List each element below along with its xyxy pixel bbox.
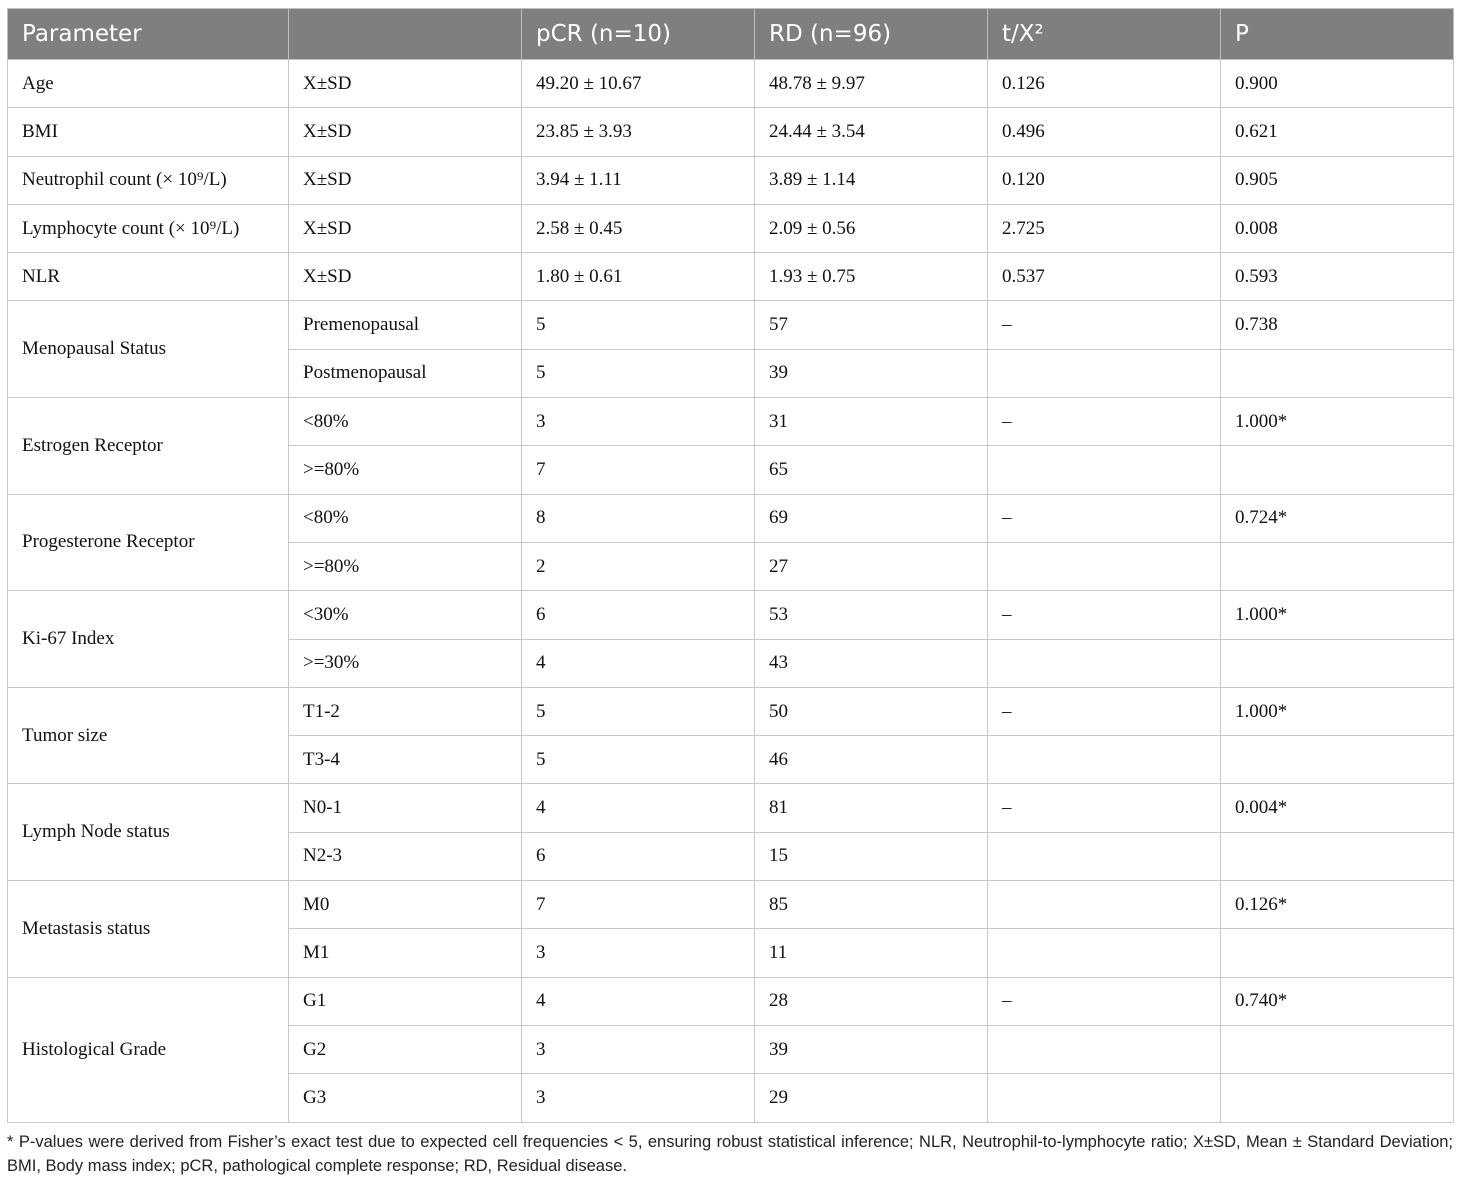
p-value-cell <box>1221 446 1454 494</box>
results-table <box>7 8 1454 1123</box>
rd-cell: 57 <box>755 301 988 349</box>
parameter-cell: Histological Grade <box>8 977 289 1122</box>
parameter-cell: Ki-67 Index <box>8 591 289 688</box>
subcategory-cell: >=80% <box>289 542 522 590</box>
test-statistic-cell <box>988 832 1221 880</box>
test-statistic-cell: – <box>988 784 1221 832</box>
subcategory-cell: <80% <box>289 494 522 542</box>
rd-cell: 53 <box>755 591 988 639</box>
p-value-cell: 0.900 <box>1221 60 1454 108</box>
subcategory-cell: X±SD <box>289 108 522 156</box>
rd-cell: 48.78 ± 9.97 <box>755 60 988 108</box>
rd-cell: 27 <box>755 542 988 590</box>
pcr-cell: 6 <box>522 832 755 880</box>
subcategory-cell: X±SD <box>289 156 522 204</box>
rd-cell: 85 <box>755 881 988 929</box>
subcategory-cell: G2 <box>289 1025 522 1073</box>
rd-cell: 39 <box>755 1025 988 1073</box>
subcategory-cell: Postmenopausal <box>289 349 522 397</box>
table-row <box>8 881 1454 929</box>
test-statistic-cell: 0.537 <box>988 253 1221 301</box>
p-value-cell: 0.004* <box>1221 784 1454 832</box>
p-value-cell <box>1221 832 1454 880</box>
p-value-cell: 0.126* <box>1221 881 1454 929</box>
rd-cell: 1.93 ± 0.75 <box>755 253 988 301</box>
table-row <box>8 156 1454 204</box>
table-row <box>8 398 1454 446</box>
parameter-cell: Tumor size <box>8 687 289 784</box>
rd-cell: 29 <box>755 1074 988 1122</box>
pcr-cell: 2.58 ± 0.45 <box>522 204 755 252</box>
header-p-value: P <box>1221 9 1454 60</box>
subcategory-cell: X±SD <box>289 60 522 108</box>
rd-cell: 69 <box>755 494 988 542</box>
rd-cell: 24.44 ± 3.54 <box>755 108 988 156</box>
test-statistic-cell <box>988 542 1221 590</box>
parameter-cell: Lymph Node status <box>8 784 289 881</box>
parameter-cell: Progesterone Receptor <box>8 494 289 591</box>
table-row <box>8 494 1454 542</box>
pcr-cell: 1.80 ± 0.61 <box>522 253 755 301</box>
subcategory-cell: M0 <box>289 881 522 929</box>
table-row <box>8 204 1454 252</box>
subcategory-cell: G3 <box>289 1074 522 1122</box>
pcr-cell: 3 <box>522 398 755 446</box>
pcr-cell: 5 <box>522 301 755 349</box>
test-statistic-cell: – <box>988 301 1221 349</box>
pcr-cell: 8 <box>522 494 755 542</box>
test-statistic-cell <box>988 1074 1221 1122</box>
subcategory-cell: T3-4 <box>289 736 522 784</box>
test-statistic-cell <box>988 929 1221 977</box>
pcr-cell: 3 <box>522 1025 755 1073</box>
header-subcategory <box>289 9 522 60</box>
pcr-cell: 5 <box>522 687 755 735</box>
p-value-cell <box>1221 542 1454 590</box>
test-statistic-cell <box>988 881 1221 929</box>
parameter-cell: NLR <box>8 253 289 301</box>
parameter-cell: Estrogen Receptor <box>8 398 289 495</box>
header-test-statistic: t/X² <box>988 9 1221 60</box>
pcr-cell: 4 <box>522 977 755 1025</box>
p-value-cell <box>1221 639 1454 687</box>
table-row <box>8 108 1454 156</box>
test-statistic-cell: – <box>988 687 1221 735</box>
rd-cell: 50 <box>755 687 988 735</box>
p-value-cell: 0.738 <box>1221 301 1454 349</box>
table-row <box>8 784 1454 832</box>
p-value-cell <box>1221 736 1454 784</box>
p-value-cell: 0.621 <box>1221 108 1454 156</box>
parameter-cell: BMI <box>8 108 289 156</box>
pcr-cell: 7 <box>522 881 755 929</box>
table-body <box>8 60 1454 1123</box>
test-statistic-cell: 0.126 <box>988 60 1221 108</box>
header-rd: RD (n=96) <box>755 9 988 60</box>
pcr-cell: 7 <box>522 446 755 494</box>
table-row <box>8 301 1454 349</box>
p-value-cell: 0.593 <box>1221 253 1454 301</box>
p-value-cell <box>1221 1074 1454 1122</box>
test-statistic-cell <box>988 736 1221 784</box>
subcategory-cell: M1 <box>289 929 522 977</box>
p-value-cell: 0.905 <box>1221 156 1454 204</box>
test-statistic-cell: – <box>988 494 1221 542</box>
pcr-cell: 3.94 ± 1.11 <box>522 156 755 204</box>
rd-cell: 2.09 ± 0.56 <box>755 204 988 252</box>
test-statistic-cell: – <box>988 591 1221 639</box>
subcategory-cell: G1 <box>289 977 522 1025</box>
pcr-cell: 4 <box>522 639 755 687</box>
pcr-cell: 2 <box>522 542 755 590</box>
header-parameter: Parameter <box>8 9 289 60</box>
results-table-container <box>7 8 1453 1123</box>
subcategory-cell: <30% <box>289 591 522 639</box>
pcr-cell: 4 <box>522 784 755 832</box>
test-statistic-cell <box>988 639 1221 687</box>
table-row <box>8 687 1454 735</box>
pcr-cell: 3 <box>522 929 755 977</box>
p-value-cell: 0.008 <box>1221 204 1454 252</box>
pcr-cell: 6 <box>522 591 755 639</box>
p-value-cell: 1.000* <box>1221 398 1454 446</box>
subcategory-cell: X±SD <box>289 204 522 252</box>
test-statistic-cell <box>988 349 1221 397</box>
parameter-cell: Menopausal Status <box>8 301 289 398</box>
p-value-cell: 1.000* <box>1221 687 1454 735</box>
test-statistic-cell: 0.496 <box>988 108 1221 156</box>
pcr-cell: 5 <box>522 349 755 397</box>
p-value-cell: 0.740* <box>1221 977 1454 1025</box>
pcr-cell: 5 <box>522 736 755 784</box>
rd-cell: 46 <box>755 736 988 784</box>
rd-cell: 3.89 ± 1.14 <box>755 156 988 204</box>
table-header-row <box>8 9 1454 60</box>
parameter-cell: Neutrophil count (× 10⁹/L) <box>8 156 289 204</box>
rd-cell: 11 <box>755 929 988 977</box>
subcategory-cell: X±SD <box>289 253 522 301</box>
rd-cell: 15 <box>755 832 988 880</box>
rd-cell: 39 <box>755 349 988 397</box>
test-statistic-cell <box>988 1025 1221 1073</box>
p-value-cell <box>1221 1025 1454 1073</box>
rd-cell: 65 <box>755 446 988 494</box>
p-value-cell <box>1221 349 1454 397</box>
table-footnote: * P-values were derived from Fisher’s exact test due to expected cell frequencies < 5, ensuring robust statistical inference; NLR, Neutrophil-to-lymphocyte ratio; X±SD, Mean ± Standard Deviation; BMI, Body mass index; pCR, pathological complete response; RD, Residual disease. <box>7 1133 1453 1175</box>
pcr-cell: 23.85 ± 3.93 <box>522 108 755 156</box>
rd-cell: 28 <box>755 977 988 1025</box>
subcategory-cell: N2-3 <box>289 832 522 880</box>
parameter-cell: Age <box>8 60 289 108</box>
p-value-cell: 1.000* <box>1221 591 1454 639</box>
pcr-cell: 49.20 ± 10.67 <box>522 60 755 108</box>
subcategory-cell: >=30% <box>289 639 522 687</box>
table-row <box>8 591 1454 639</box>
table-row <box>8 60 1454 108</box>
pcr-cell: 3 <box>522 1074 755 1122</box>
test-statistic-cell: 2.725 <box>988 204 1221 252</box>
table-row <box>8 253 1454 301</box>
header-pcr: pCR (n=10) <box>522 9 755 60</box>
parameter-cell: Lymphocyte count (× 10⁹/L) <box>8 204 289 252</box>
test-statistic-cell <box>988 446 1221 494</box>
rd-cell: 81 <box>755 784 988 832</box>
subcategory-cell: N0-1 <box>289 784 522 832</box>
p-value-cell: 0.724* <box>1221 494 1454 542</box>
p-value-cell <box>1221 929 1454 977</box>
rd-cell: 31 <box>755 398 988 446</box>
rd-cell: 43 <box>755 639 988 687</box>
test-statistic-cell: – <box>988 977 1221 1025</box>
subcategory-cell: T1-2 <box>289 687 522 735</box>
table-row <box>8 977 1454 1025</box>
test-statistic-cell: 0.120 <box>988 156 1221 204</box>
parameter-cell: Metastasis status <box>8 881 289 978</box>
subcategory-cell: <80% <box>289 398 522 446</box>
subcategory-cell: Premenopausal <box>289 301 522 349</box>
test-statistic-cell: – <box>988 398 1221 446</box>
subcategory-cell: >=80% <box>289 446 522 494</box>
